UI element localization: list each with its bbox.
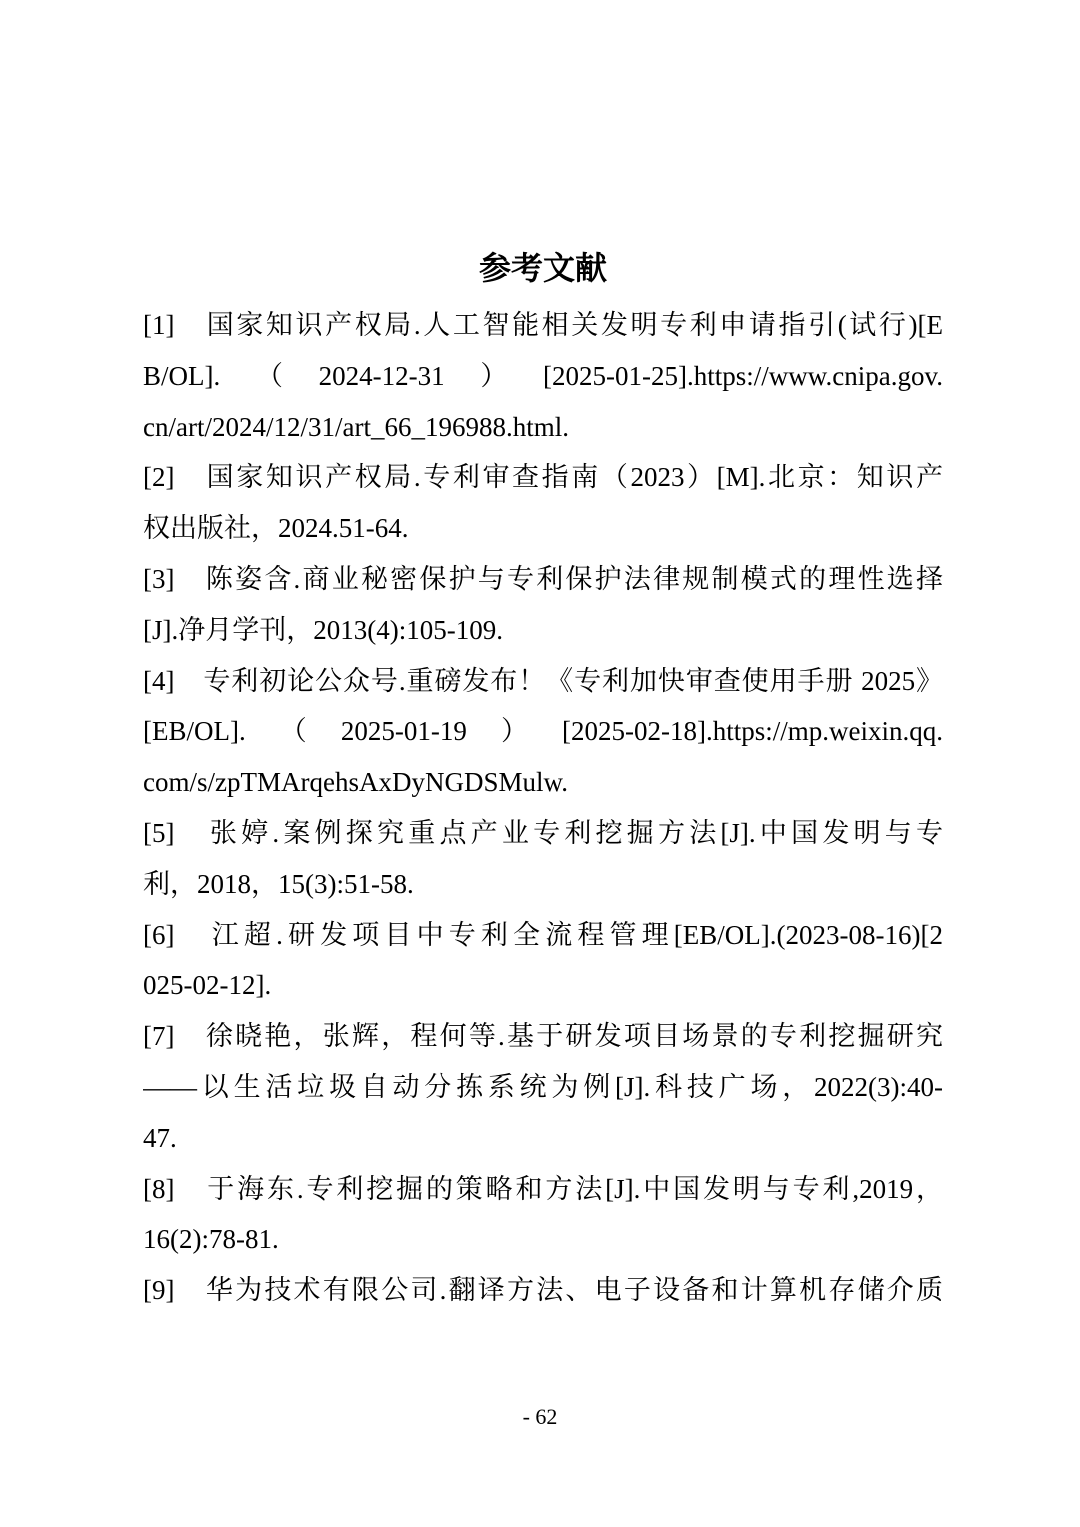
reference-item-2 [143,452,943,554]
reference-line: [6] 江超.研发项目中专利全流程管理[EB/OL].(2023-08-16)[2 [143,919,943,950]
reference-line: [5] 张婷.案例探究重点产业专利挖掘方法[J].中国发明与专 [143,817,943,848]
reference-line: 025-02-12]. [143,970,272,1001]
reference-line: [EB/OL].（2025-01-19）[2025-02-18].https://mp.weixin.qq. [143,716,943,747]
reference-item-7 [143,1011,943,1163]
reference-item-8 [143,1164,943,1266]
reference-item-1 [143,300,943,452]
reference-line: com/s/zpTMArqehsAxDyNGDSMulw. [143,767,568,798]
reference-item-9 [143,1265,943,1316]
page-number: - 62 [522,1404,558,1429]
reference-item-4 [143,656,943,808]
reference-item-5 [143,808,943,910]
reference-line: [1] 国家知识产权局.人工智能相关发明专利申请指引(试行)[E [143,310,943,340]
reference-list [143,300,943,1316]
reference-line: [3] 陈姿含.商业秘密保护与专利保护法律规制模式的理性选择 [143,563,943,594]
reference-line: 利，2018，15(3):51-58. [143,868,414,899]
reference-line: 47. [143,1122,177,1153]
reference-line: 16(2):78-81. [143,1224,279,1255]
reference-line: [J].净月学刊，2013(4):105-109. [143,614,503,645]
reference-line: [9] 华为技术有限公司.翻译方法、电子设备和计算机存储介质 [143,1275,943,1306]
page-title: 参考文献 [478,250,607,286]
reference-line: [2] 国家知识产权局.专利审查指南（2023）[M].北京：知识产 [143,462,943,493]
reference-line: [7] 徐晓艳，张辉，程何等.基于研发项目场景的专利挖掘研究 [143,1021,943,1052]
reference-line: [8] 于海东.专利挖掘的策略和方法[J].中国发明与专利,2019， [143,1173,943,1204]
reference-line: 权出版社，2024.51-64. [143,513,409,544]
reference-line: cn/art/2024/12/31/art_66_196988.html. [143,411,569,442]
reference-item-3 [143,554,943,656]
reference-line: [4] 专利初论公众号.重磅发布！《专利加快审查使用手册 2025》 [143,665,943,696]
reference-line: ——以生活垃圾自动分拣系统为例[J].科技广场，2022(3):40- [143,1071,943,1102]
reference-item-6 [143,910,943,1012]
reference-line: B/OL].（2024-12-31）[2025-01-25].https://www.cnipa.gov. [143,360,943,391]
references-section [143,246,943,1316]
